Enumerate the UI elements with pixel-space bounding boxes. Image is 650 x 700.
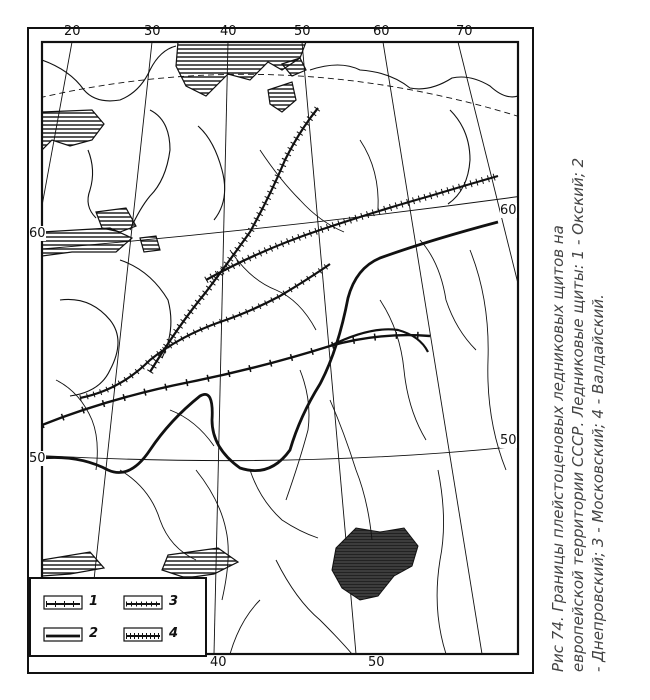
sea-areas	[42, 42, 306, 578]
lon-label-30: 30	[144, 24, 161, 39]
dnieper-ice-boundary	[42, 222, 498, 473]
map-inner-frame	[42, 42, 518, 654]
lon-label-50: 50	[294, 24, 311, 39]
caspian-lowland	[332, 528, 418, 600]
oka-ice-boundary	[42, 335, 430, 425]
oka-ice-boundary-east	[330, 329, 428, 352]
lat-label-right-50: 50	[500, 433, 517, 448]
lon-label-bottom-40: 40	[210, 655, 227, 670]
legend-number-3: 3	[169, 594, 179, 609]
legend-number-2: 2	[89, 626, 99, 641]
lon-label-60: 60	[373, 24, 390, 39]
lat-label-left-60: 60	[29, 226, 46, 241]
lon-label-20: 20	[64, 24, 81, 39]
lon-label-70: 70	[456, 24, 473, 39]
legend-number-4: 4	[169, 626, 179, 641]
lat-label-right-60: 60	[500, 203, 517, 218]
legend	[30, 578, 206, 656]
lat-label-left-50: 50	[29, 451, 46, 466]
lon-label-bottom-50: 50	[368, 655, 385, 670]
lon-label-40: 40	[220, 24, 237, 39]
legend-number-1: 1	[89, 594, 99, 609]
figure-caption: Рис 74. Границы плейстоценовых ледниковых щитов на европейской территории СССР. Ледниковые щиты: 1 - Окский; 2 - Днепровский; 3 - Московский; 4 - Валдайский.	[549, 157, 607, 672]
